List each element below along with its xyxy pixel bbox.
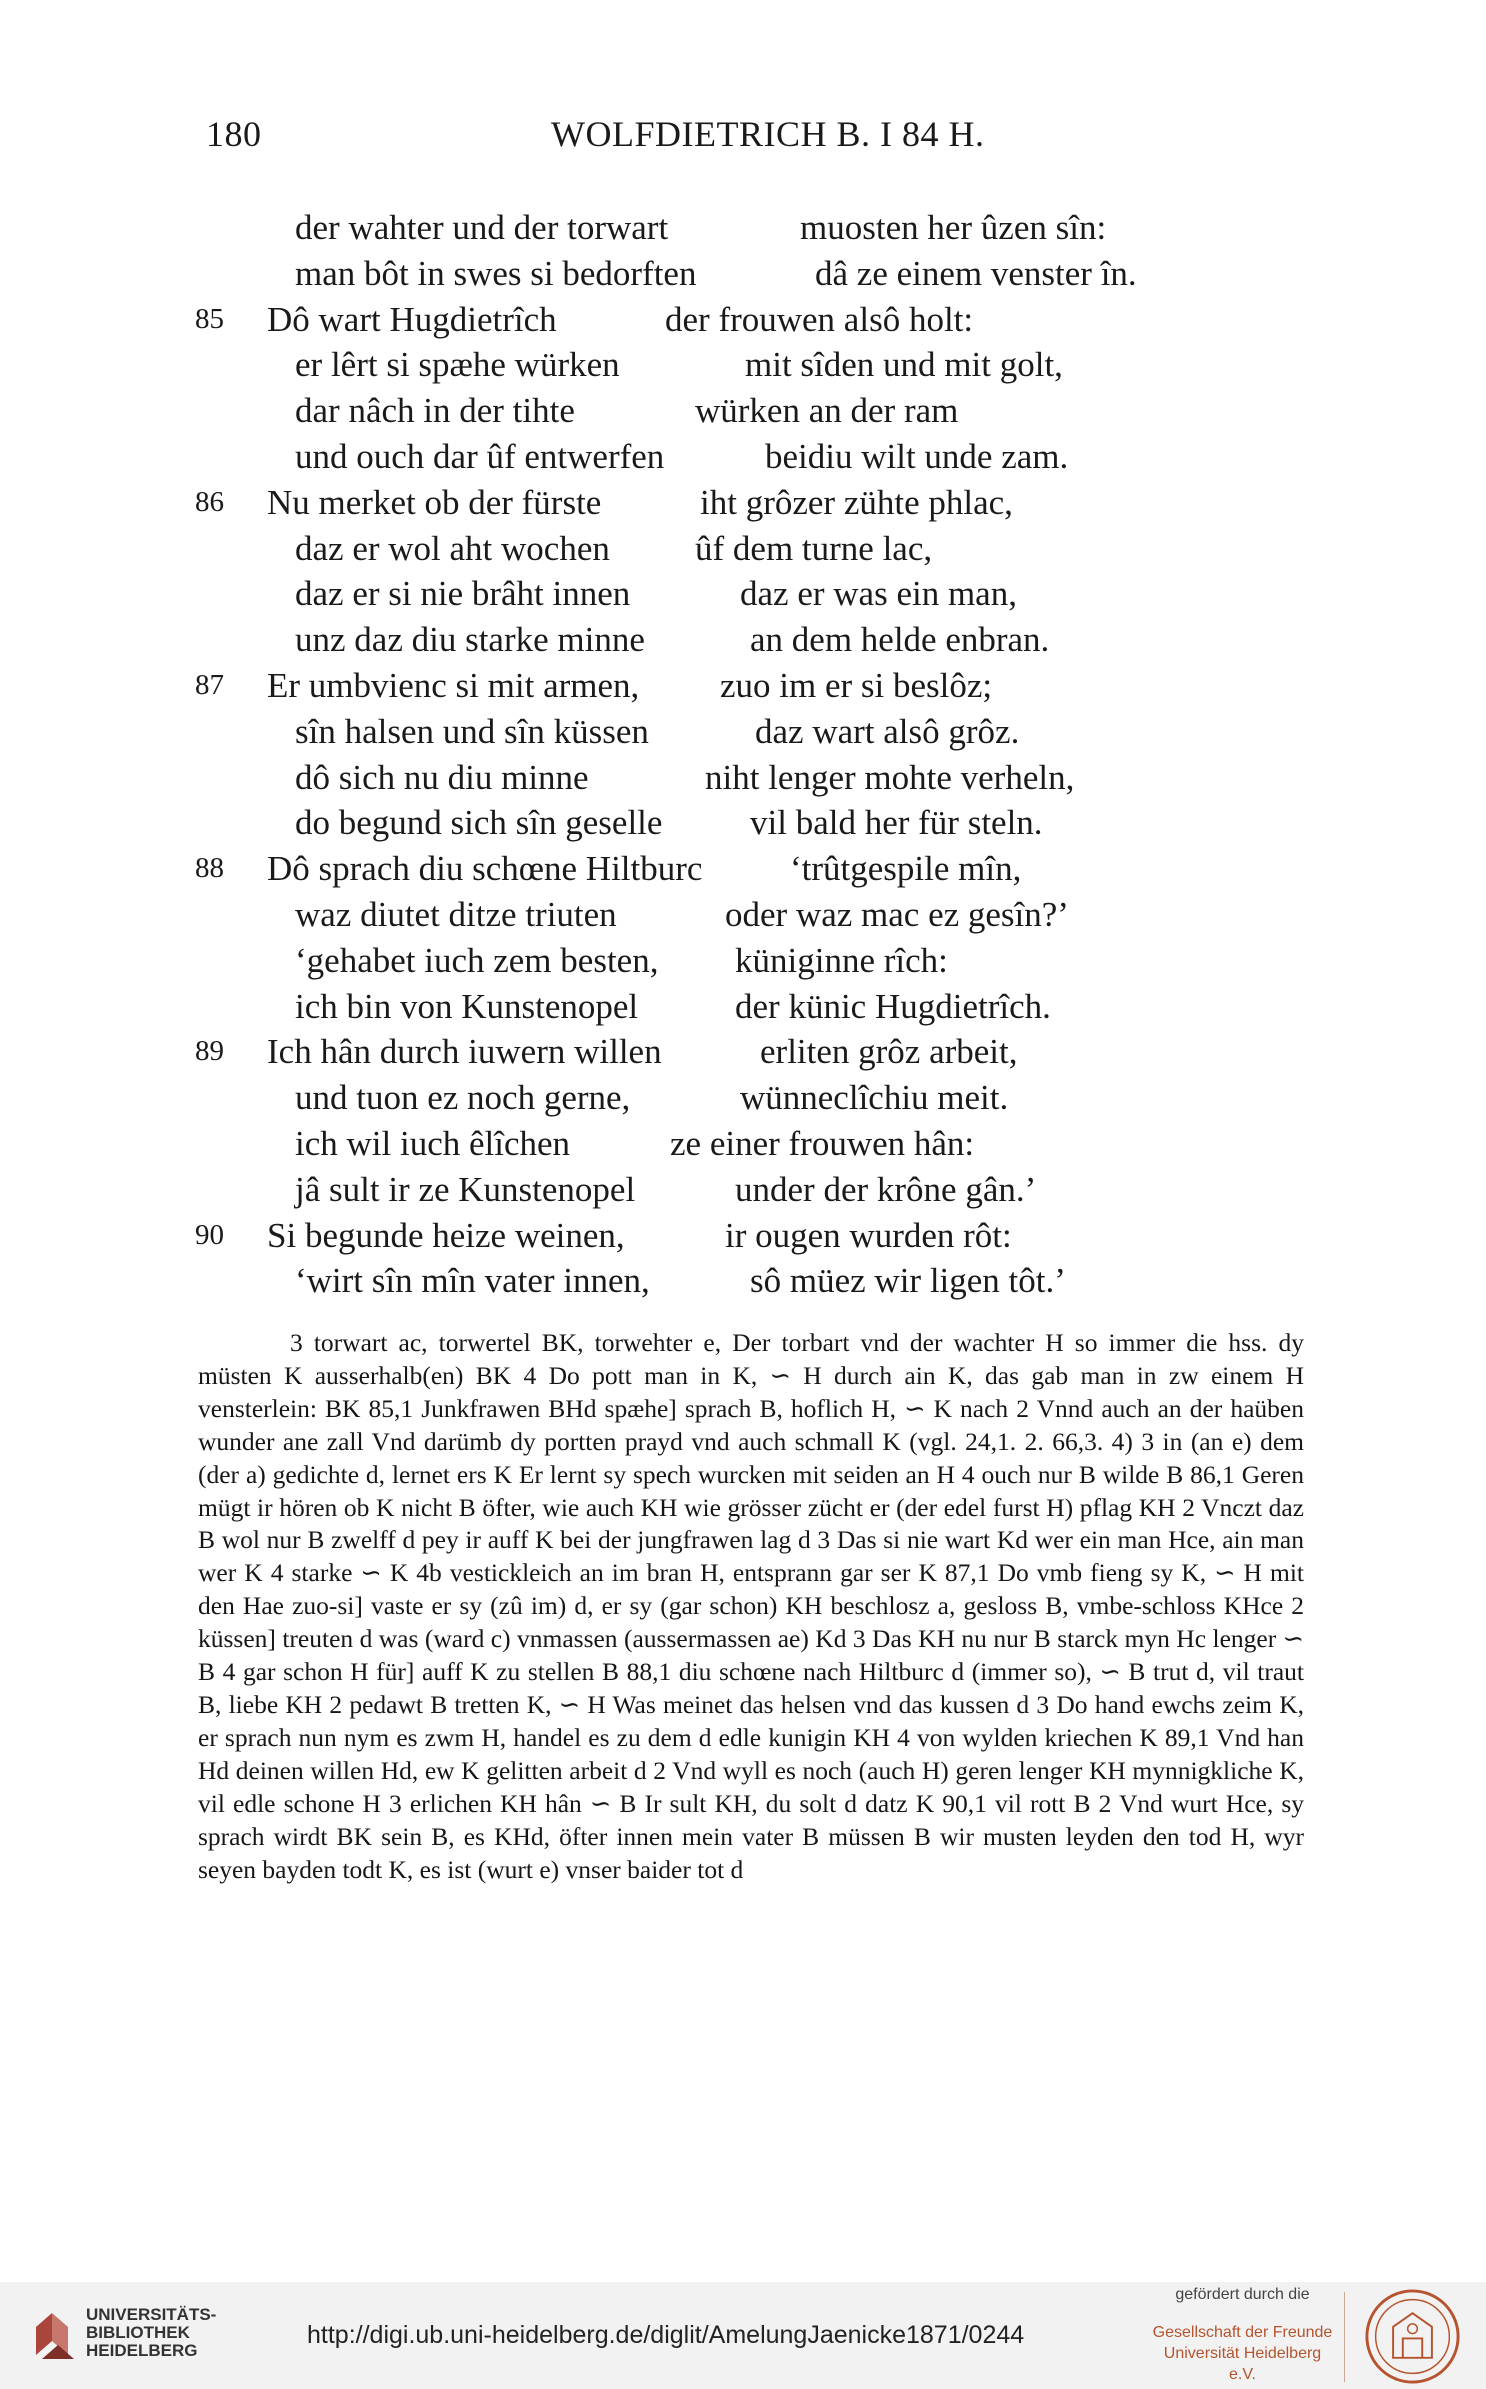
verse-line [195,434,1195,480]
verse-line [195,892,1195,938]
verse-first-half: er lêrt si spæhe würken [295,345,620,385]
poem-text [195,205,1195,1304]
library-name-line1: UNIVERSITÄTS- [86,2305,217,2324]
verse-first-half: unz daz diu starke minne [295,620,645,660]
verse-second-half: ze einer frouwen hân: [670,1123,975,1163]
verse-line [195,663,1195,709]
stanza-number: 88 [195,852,224,885]
verse-second-half: daz er was ein man, [740,574,1017,614]
verse-first-half: Si begunde heize weinen, [267,1215,625,1255]
footer-divider [1344,2292,1345,2382]
stanza-number: 90 [195,1218,224,1251]
page-number: 180 [206,114,262,154]
verse-second-half: zuo im er si beslôz; [720,665,993,705]
verse-second-half: sô müez wir ligen tôt.’ [750,1261,1066,1301]
library-name-line2: BIBLIOTHEK [86,2323,190,2342]
verse-line [195,571,1195,617]
sponsor-block[interactable] [1150,2286,1335,2385]
sponsor-name-line2: Universität Heidelberg e.V. [1163,2345,1322,2383]
verse-second-half: erliten grôz arbeit, [760,1032,1018,1072]
verse-line [195,755,1195,801]
verse-second-half: ir ougen wurden rôt: [725,1215,1012,1255]
verse-second-half: beidiu wilt unde zam. [765,436,1069,476]
verse-first-half: dar nâch in der tihte [295,391,575,431]
library-logo-text[interactable] [86,2306,216,2360]
critical-apparatus: 3 torwart ac, torwertel BK, torwehter e, Der torbart vnd der wachter H so immer die hss. dy müsten K ausserhalb(en) BK 4 Do pott man in K, ∽ H durch ain K, das gab man in zw einem H vensterlein: BK 85,1 Junkfrawen BHd spæhe] sprach B, hoflich H, ∽ K nach 2 Vnnd auch an der haüben wunder ane zall Vnd darümb dy portten prayd vnd auch schmall K (vgl. 24,1. 2. 66,3. 4) 3 in (an e) dem (der a) gedichte d, lernet ers K Er lernt sy spech wurcken mit seiden an H 4 ouch nur B wilde B 86,1 Geren mügt ir hören ob K nicht B öfter, wie auch KH wie grösser zücht er (der edel furst H) pflag KH 2 Vnczt daz B wol nur B zwelff d pey ir auff K bei der jungfrawen lag d 3 Das si nie wart Kd wer ein man Hce, ain man wer K 4 starke ∽ K 4b vestickleich an im bran H, entsprann gar ser K 87,1 Do vmb fieng sy K, ∽ H mit den Hae zuo-si] vaste er sy (zû im) d, er sy (gar schon) KH beschlosz a, gesloss B, vmbe-schloss KHce 2 küssen] treuten d was (ward c) vnmassen (aussermassen ae) Kd 3 Das KH nu nur B starck myn Hc lenger ∽ B 4 gar schon H für] auff K zu stellen B 88,1 diu schœne nach Hiltburc d (immer so), ∽ B trut d, vil traut B, liebe KH 2 pedawt B tretten K, ∽ H Was meinet das helsen vnd das kussen d 3 Do hand ewchs zeim K, er sprach nun nym es zwm H, handel es zu dem d edle kunigin KH 4 von wylden kriechen K 89,1 Vnd han Hd deinen willen Hd, ew K gelitten arbeit d 2 Vnd wyll es noch (auch H) geren lenger KH mynnigkliche K, vil edle schone H 3 erlichen KH hân ∽ B Ir sult KH, du solt d datz K 90,1 vil rott B 2 Vnd wurt Hce, sy sprach wirdt BK sein B, es KHd, öfter innen mein vater B müssen B wir musten leyden den tod H, wyr seyen bayden todt K, es ist (wurt e) vnser baider tot d [198,1328,1304,1884]
footer-bar [0,2282,1486,2389]
verse-second-half: dâ ze einem venster în. [815,253,1137,293]
verse-first-half: der wahter und der torwart [295,208,669,247]
stanza-number: 85 [195,302,224,335]
verse-first-half: waz diutet ditze triuten [295,894,617,934]
verse-second-half: under der krône gân.’ [735,1169,1037,1209]
verse-second-half: der frouwen alsô holt: [665,299,974,339]
verse-line [195,205,1195,251]
verse-first-half: daz er wol aht wochen [295,528,610,568]
sponsor-intro: gefördert durch die [1175,2286,1310,2303]
verse-second-half: muosten her ûzen sîn: [800,208,1107,247]
verse-line [195,1213,1195,1259]
verse-first-half: ‘wirt sîn mîn vater innen, [295,1261,650,1301]
verse-first-half: ‘gehabet iuch zem besten, [295,940,659,980]
verse-first-half: dô sich nu diu minne [295,757,589,797]
verse-line [195,251,1195,297]
verse-first-half: Dô sprach diu schœne Hiltburc [267,849,703,889]
verse-first-half: Nu merket ob der fürste [267,482,602,522]
verse-second-half: daz wart alsô grôz. [755,711,1020,751]
verse-first-half: do begund sich sîn geselle [295,803,663,843]
verse-line [195,846,1195,892]
verse-first-half: und ouch dar ûf entwerfen [295,436,665,476]
verse-line [195,709,1195,755]
verse-second-half: an dem helde enbran. [750,620,1050,660]
verse-line [195,938,1195,984]
verse-second-half: küniginne rîch: [735,940,948,980]
verse-first-half: ich bin von Kunstenopel [295,986,639,1026]
verse-line [195,526,1195,572]
university-seal-icon[interactable] [1364,2288,1461,2385]
verse-line [195,617,1195,663]
verse-line [195,1075,1195,1121]
verse-first-half: Er umbvienc si mit armen, [267,665,640,705]
verse-first-half: und tuon ez noch gerne, [295,1078,631,1118]
running-head: WOLFDIETRICH B. I 84 H. [551,114,985,154]
verse-second-half: der künic Hugdietrîch. [735,986,1051,1026]
verse-second-half: mit sîden und mit golt, [745,345,1063,385]
stanza-number: 86 [195,485,224,518]
verse-line [195,1258,1195,1304]
library-name-line3: HEIDELBERG [86,2341,198,2360]
stanza-number: 89 [195,1035,224,1068]
verse-line [195,297,1195,343]
verse-second-half: iht grôzer zühte phlac, [700,482,1013,522]
verse-second-half: niht lenger mohte verheln, [705,757,1075,797]
verse-line [195,388,1195,434]
verse-second-half: vil bald her für steln. [750,803,1043,843]
verse-first-half: man bôt in swes si bedorften [295,253,697,293]
verse-first-half: ich wil iuch êlîchen [295,1123,571,1163]
verse-line [195,1167,1195,1213]
verse-second-half: würken an der ram [695,391,959,431]
verse-second-half: ‘trûtgespile mîn, [790,849,1022,889]
verse-line [195,1121,1195,1167]
stanza-number: 87 [195,668,224,701]
permalink-url[interactable]: http://digi.ub.uni-heidelberg.de/diglit/AmelungJaenicke1871/0244 [307,2321,1025,2349]
verse-first-half: Ich hân durch iuwern willen [267,1032,662,1072]
verse-first-half: sîn halsen und sîn küssen [295,711,649,751]
verse-line [195,480,1195,526]
sponsor-name-line1: Gesellschaft der Freunde [1152,2324,1333,2341]
ub-heidelberg-logo-icon[interactable] [30,2303,80,2363]
verse-second-half: oder waz mac ez gesîn?’ [725,894,1069,934]
verse-line [195,984,1195,1030]
verse-first-half: Dô wart Hugdietrîch [267,299,557,339]
verse-first-half: daz er si nie brâht innen [295,574,631,614]
verse-line [195,1029,1195,1075]
page-header [206,113,985,173]
verse-second-half: ûf dem turne lac, [695,528,933,568]
verse-line [195,800,1195,846]
verse-line [195,342,1195,388]
verse-second-half: wünneclîchiu meit. [740,1078,1009,1118]
verse-first-half: jâ sult ir ze Kunstenopel [295,1169,636,1209]
